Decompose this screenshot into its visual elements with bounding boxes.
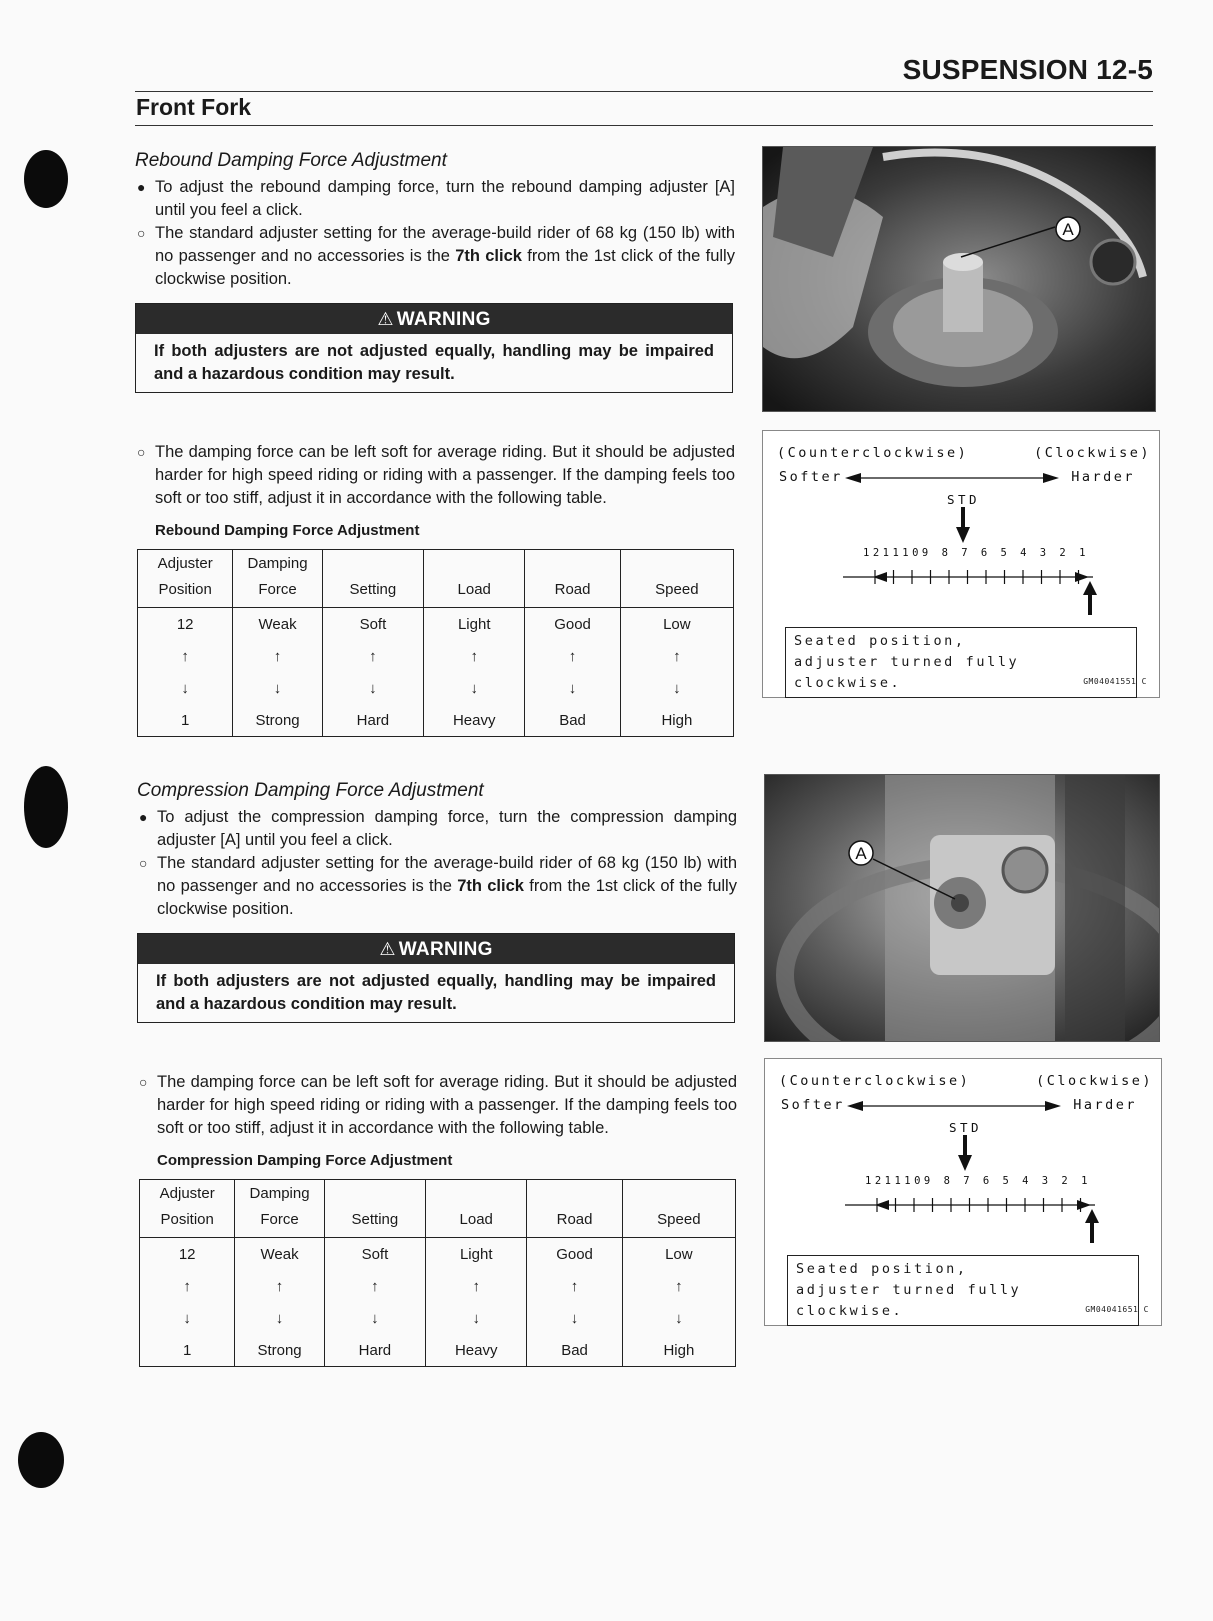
arrow-left-icon xyxy=(847,1101,863,1111)
header-adjuster-position xyxy=(140,1180,235,1238)
figure-code: GM04041551 C xyxy=(1083,677,1147,686)
compression-step xyxy=(137,806,737,852)
down-arrow-icon: ↓ xyxy=(426,1302,527,1334)
rebound-step-text: To adjust the rebound damping force, turn the rebound damping adjuster [A] until you feel a click. xyxy=(155,178,735,219)
std-label: STD xyxy=(949,1120,983,1135)
table-cell: Light xyxy=(424,608,525,641)
down-arrow-icon: ↓ xyxy=(322,672,423,704)
white-circle-bullet-icon: ○ xyxy=(137,225,146,241)
rebound-note2-text: The damping force can be left soft for average riding. But it should be adjusted harder for high speed riding or riding with a passenger. If the damping feels too soft or too stiff, adjust it in accordance with the following table. xyxy=(155,443,735,507)
black-circle-bullet-icon: ● xyxy=(137,179,146,195)
header-road: Road xyxy=(525,550,620,608)
down-arrow-icon: ↓ xyxy=(525,672,620,704)
table-cell: 12 xyxy=(138,608,233,641)
table-cell: Good xyxy=(525,608,620,641)
up-arrow-icon: ↑ xyxy=(233,640,322,672)
table-row xyxy=(140,1238,736,1271)
header-setting: Setting xyxy=(322,550,423,608)
click-scale-numbers: 1211109 8 7 6 5 4 3 2 1 xyxy=(863,547,1089,559)
header-text: Damping xyxy=(247,555,308,572)
rebound-warning-header xyxy=(136,304,732,334)
rebound-step xyxy=(135,176,735,222)
compression-warning-box xyxy=(137,933,735,1023)
compression-warning-label: WARNING xyxy=(398,939,493,960)
header-text: Force xyxy=(258,581,297,598)
rebound-adjustment-table xyxy=(137,549,734,737)
rebound-note-pre: The standard adjuster setting for the average-build rider of 68 kg (150 lb) with no passenger and no accessories is the xyxy=(155,224,735,265)
table-cell: Bad xyxy=(525,704,620,737)
rebound-warning-box xyxy=(135,303,733,393)
arrow-right-icon xyxy=(1043,473,1059,483)
up-arrow-icon: ↑ xyxy=(525,640,620,672)
header-load: Load xyxy=(424,550,525,608)
compression-note-bold: 7th click xyxy=(457,877,524,895)
table-cell: Strong xyxy=(235,1334,324,1367)
rebound-note-table xyxy=(135,441,735,510)
compression-warning-header xyxy=(138,934,734,964)
header-setting: Setting xyxy=(324,1180,425,1238)
table-cell: Strong xyxy=(233,704,322,737)
up-arrow-icon: ↑ xyxy=(324,1270,425,1302)
section-title: Front Fork xyxy=(136,94,251,120)
arrow-left-icon xyxy=(845,473,861,483)
table-cell: 1 xyxy=(138,704,233,737)
header-text: Position xyxy=(158,581,212,598)
up-arrow-icon: ↑ xyxy=(138,640,233,672)
compression-note-standard xyxy=(137,852,737,921)
table-row xyxy=(140,1270,736,1302)
compression-note-table xyxy=(137,1071,737,1140)
section-rule xyxy=(135,125,1153,126)
header-text: Force xyxy=(260,1211,299,1228)
compression-section xyxy=(137,780,737,1367)
seated-arrow-up-icon xyxy=(1083,581,1097,595)
white-circle-bullet-icon: ○ xyxy=(137,444,146,460)
table-cell: Hard xyxy=(324,1334,425,1367)
scale-end-right-icon xyxy=(1075,572,1089,582)
figure-code: GM04041651 C xyxy=(1085,1305,1149,1314)
seated-position-box xyxy=(787,1255,1139,1326)
header-road: Road xyxy=(527,1180,622,1238)
arrow-right-icon xyxy=(1045,1101,1061,1111)
rebound-section xyxy=(135,150,735,737)
rebound-note-post: from the 1st click of the fully clockwise position. xyxy=(155,247,735,288)
down-arrow-icon: ↓ xyxy=(140,1302,235,1334)
header-load: Load xyxy=(426,1180,527,1238)
header-damping-force xyxy=(235,1180,324,1238)
std-arrow-down-icon xyxy=(956,527,970,543)
compression-adjuster-diagram xyxy=(764,1058,1162,1326)
white-circle-bullet-icon: ○ xyxy=(139,855,148,871)
binder-hole-bottom xyxy=(18,1432,64,1488)
std-label: STD xyxy=(947,492,981,507)
up-arrow-icon: ↑ xyxy=(620,640,733,672)
seated-line-1: Seated position, xyxy=(794,633,966,649)
down-arrow-icon: ↓ xyxy=(622,1302,735,1334)
compression-note-post: from the 1st click of the fully clockwise position. xyxy=(157,877,737,918)
compression-adjuster-photo xyxy=(764,774,1160,1042)
softer-label: Softer xyxy=(779,469,843,485)
table-row xyxy=(140,1334,736,1367)
down-arrow-icon: ↓ xyxy=(620,672,733,704)
compression-warning-text: If both adjusters are not adjusted equally, handling may be impaired and a hazardous condition may result. xyxy=(156,972,716,1013)
down-arrow-icon: ↓ xyxy=(138,672,233,704)
compression-step-text: To adjust the compression damping force, turn the compression damping adjuster [A] until you feel a click. xyxy=(157,808,737,849)
clockwise-label: (Clockwise) xyxy=(1034,445,1151,461)
down-arrow-icon: ↓ xyxy=(233,672,322,704)
table-cell: Bad xyxy=(527,1334,622,1367)
rebound-note-standard xyxy=(135,222,735,291)
compression-photo-image xyxy=(765,775,1159,1041)
seated-line-2: adjuster turned fully clockwise. xyxy=(796,1282,1022,1319)
table-row xyxy=(138,640,734,672)
softer-label: Softer xyxy=(781,1097,845,1113)
compression-adjustment-table xyxy=(139,1179,736,1367)
table-cell: Low xyxy=(622,1238,735,1271)
table-row xyxy=(138,672,734,704)
up-arrow-icon: ↑ xyxy=(527,1270,622,1302)
click-scale-numbers: 1211109 8 7 6 5 4 3 2 1 xyxy=(865,1175,1091,1187)
table-cell: 1 xyxy=(140,1334,235,1367)
std-arrow-down-icon xyxy=(958,1155,972,1171)
compression-note-pre: The standard adjuster setting for the average-build rider of 68 kg (150 lb) with no passenger and no accessories is the xyxy=(157,854,737,895)
table-row xyxy=(140,1302,736,1334)
rebound-adjuster-diagram xyxy=(762,430,1160,698)
table-cell: Weak xyxy=(233,608,322,641)
std-arrow-shaft xyxy=(963,1135,967,1157)
table-cell: Soft xyxy=(324,1238,425,1271)
rebound-table-caption: Rebound Damping Force Adjustment xyxy=(155,522,420,539)
table-cell: 12 xyxy=(140,1238,235,1271)
up-arrow-icon: ↑ xyxy=(140,1270,235,1302)
table-row xyxy=(138,608,734,641)
header-rule xyxy=(135,91,1153,92)
rebound-heading: Rebound Damping Force Adjustment xyxy=(135,150,447,171)
black-circle-bullet-icon: ● xyxy=(139,809,148,825)
rebound-adjuster-photo xyxy=(762,146,1156,412)
page-header-title: SUSPENSION 12-5 xyxy=(902,54,1153,85)
down-arrow-icon: ↓ xyxy=(527,1302,622,1334)
header-text: Damping xyxy=(249,1185,310,1202)
harder-label: Harder xyxy=(1071,469,1135,485)
down-arrow-icon: ↓ xyxy=(324,1302,425,1334)
compression-table-caption: Compression Damping Force Adjustment xyxy=(157,1152,453,1169)
table-cell: Heavy xyxy=(426,1334,527,1367)
header-speed: Speed xyxy=(622,1180,735,1238)
warning-triangle-icon: ⚠ xyxy=(379,939,396,959)
rebound-photo-image xyxy=(763,147,1155,411)
binder-hole-middle xyxy=(24,766,68,848)
harder-label: Harder xyxy=(1073,1097,1137,1113)
header-damping-force xyxy=(233,550,322,608)
table-cell: Weak xyxy=(235,1238,324,1271)
seated-arrow-up-icon xyxy=(1085,1209,1099,1223)
photo-label-a: A xyxy=(855,844,867,863)
header-speed: Speed xyxy=(620,550,733,608)
scale-end-right-icon xyxy=(1077,1200,1091,1210)
binder-hole-top xyxy=(24,150,68,208)
down-arrow-icon: ↓ xyxy=(424,672,525,704)
counterclockwise-label: (Counterclockwise) xyxy=(779,1073,971,1089)
table-cell: Low xyxy=(620,608,733,641)
table-cell: High xyxy=(622,1334,735,1367)
seated-position-box xyxy=(785,627,1137,698)
header-adjuster-position xyxy=(138,550,233,608)
rebound-note-bold: 7th click xyxy=(455,247,522,265)
header-text: Adjuster xyxy=(157,555,213,572)
up-arrow-icon: ↑ xyxy=(322,640,423,672)
compression-note2-text: The damping force can be left soft for average riding. But it should be adjusted harder for high speed riding or riding with a passenger. If the damping feels too soft or too stiff, adjust it in accordance with the following table. xyxy=(157,1073,737,1137)
up-arrow-icon: ↑ xyxy=(426,1270,527,1302)
up-arrow-icon: ↑ xyxy=(622,1270,735,1302)
down-arrow-icon: ↓ xyxy=(235,1302,324,1334)
table-cell: Hard xyxy=(322,704,423,737)
std-arrow-shaft xyxy=(961,507,965,529)
table-cell: Good xyxy=(527,1238,622,1271)
clockwise-label: (Clockwise) xyxy=(1036,1073,1153,1089)
warning-triangle-icon: ⚠ xyxy=(377,309,394,329)
header-text: Adjuster xyxy=(159,1185,215,1202)
seated-line-1: Seated position, xyxy=(796,1261,968,1277)
table-header-row xyxy=(140,1180,736,1238)
rebound-warning-text: If both adjusters are not adjusted equally, handling may be impaired and a hazardous condition may result. xyxy=(154,342,714,383)
photo-label-a: A xyxy=(1062,220,1074,239)
compression-heading: Compression Damping Force Adjustment xyxy=(137,780,484,801)
table-cell: Soft xyxy=(322,608,423,641)
up-arrow-icon: ↑ xyxy=(235,1270,324,1302)
table-row xyxy=(138,704,734,737)
table-cell: Heavy xyxy=(424,704,525,737)
table-cell: Light xyxy=(426,1238,527,1271)
white-circle-bullet-icon: ○ xyxy=(139,1074,148,1090)
seated-line-2: adjuster turned fully clockwise. xyxy=(794,654,1020,691)
header-text: Position xyxy=(160,1211,214,1228)
table-header-row xyxy=(138,550,734,608)
rebound-warning-label: WARNING xyxy=(396,309,491,330)
counterclockwise-label: (Counterclockwise) xyxy=(777,445,969,461)
up-arrow-icon: ↑ xyxy=(424,640,525,672)
table-cell: High xyxy=(620,704,733,737)
